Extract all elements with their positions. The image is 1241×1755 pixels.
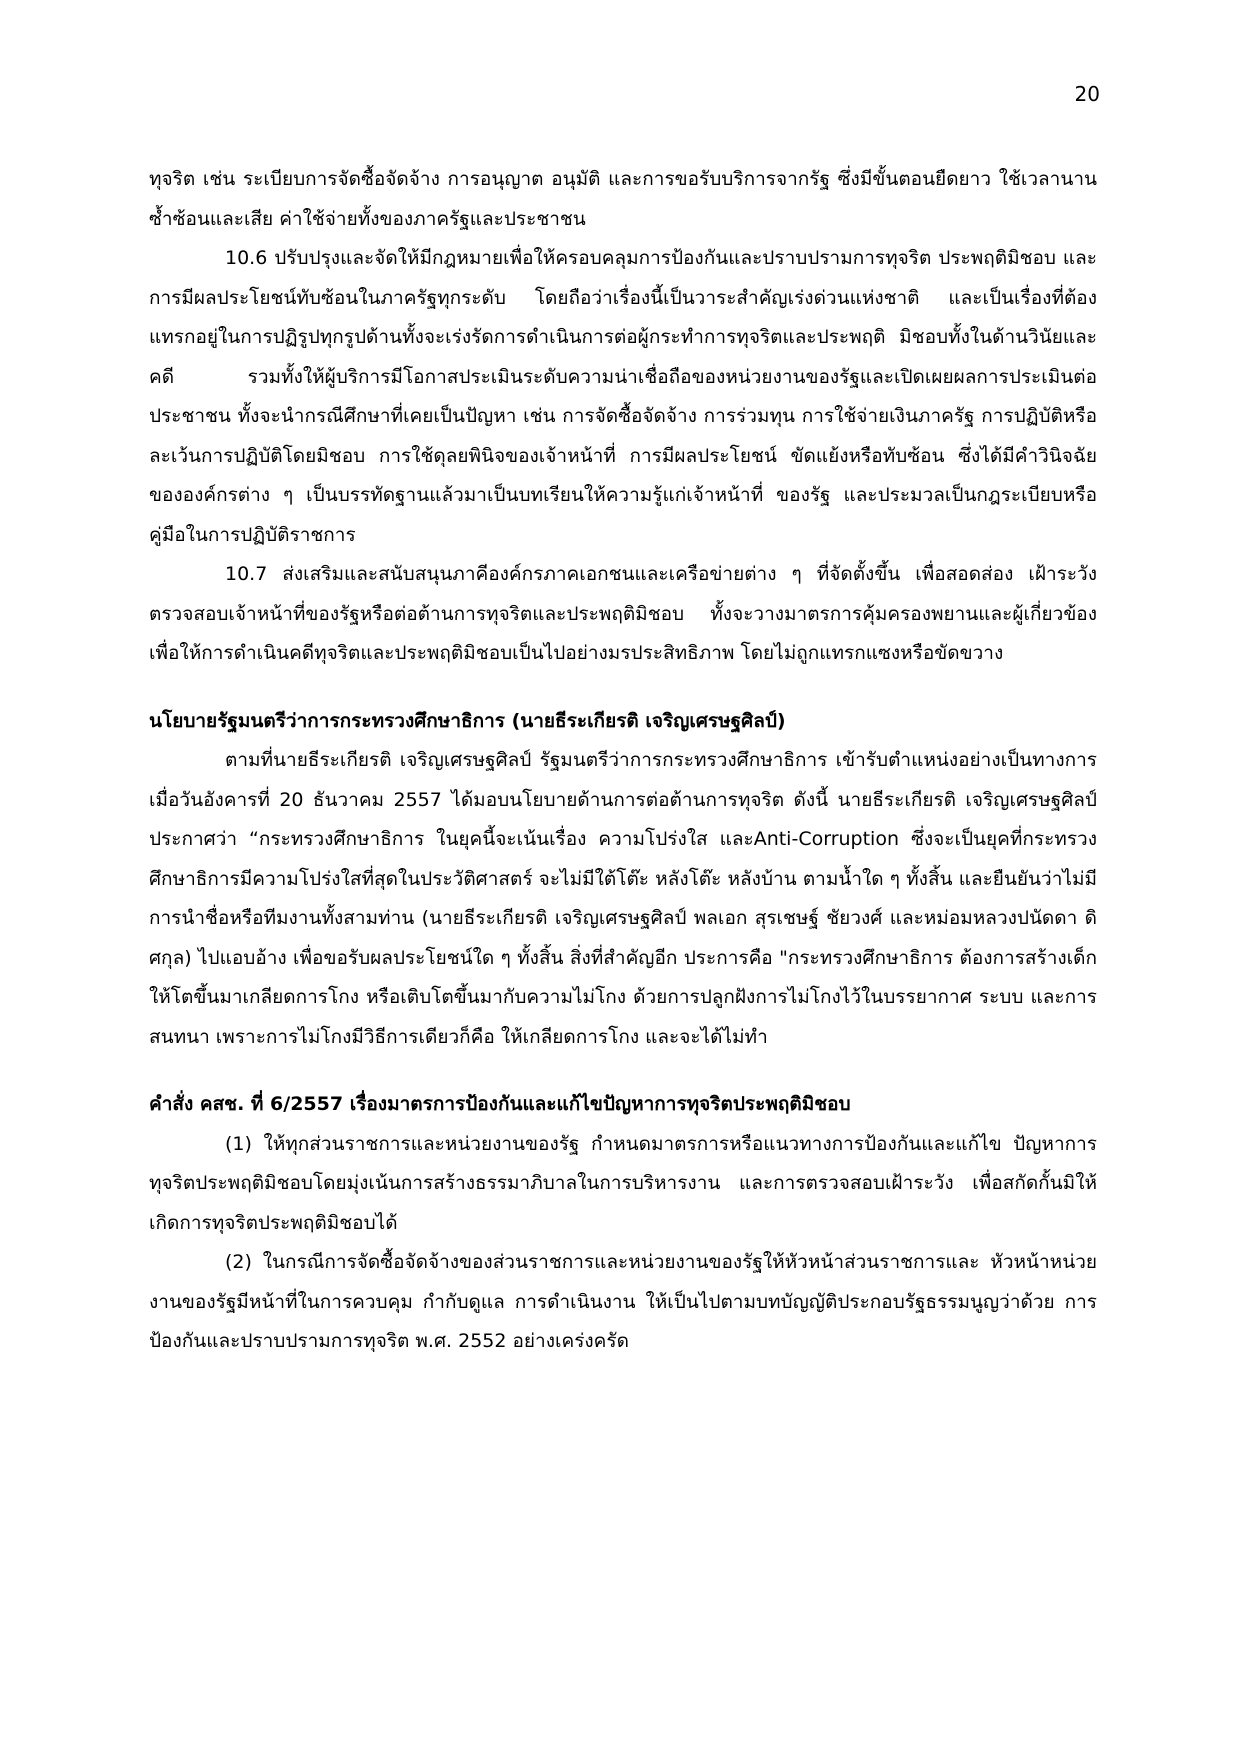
page-number: 20: [1074, 82, 1100, 106]
document-body: [149, 160, 1097, 1362]
paragraph-continuation: ทุจริต เช่น ระเบียบการจัดซื้อจัดจ้าง การอนุญาต อนุมัติ และการขอรับบริการจากรัฐ ซึ่งมีขั้นตอนยืดยาว ใช้เวลานาน ซ้ำซ้อนและเสีย ค่าใช้จ่ายทั้งของภาครัฐและประชาชน: [149, 168, 1097, 230]
paragraph-order-item-1: (1) ให้ทุกส่วนราชการและหน่วยงานของรัฐ กำหนดมาตรการหรือแนวทางการป้องกันและแก้ไข ปัญหาการทุจริตประพฤติมิชอบโดยมุ่งเน้นการสร้างธรรมาภิบาลในการบริหารงาน และการตรวจสอบเฝ้าระวัง เพื่อสกัดกั้นมิให้เกิดการทุจริตประพฤติมิชอบได้: [149, 1132, 1097, 1234]
paragraph-10-6: 10.6 ปรับปรุงและจัดให้มีกฎหมายเพื่อให้ครอบคลุมการป้องกันและปราบปรามการทุจริต ประพฤติมิชอบ และการมีผลประโยชน์ทับซ้อนในภาครัฐทุกระดับ โดยถือว่าเรื่องนี้เป็นวาระสำคัญเร่งด่วนแห่งชาติ และเป็นเรื่องที่ต้องแทรกอยู่ในการปฏิรูปทุกรูปด้านทั้งจะเร่งรัดการดำเนินการต่อผู้กระทำการทุจริตและประพฤติ มิชอบทั้งในด้านวินัยและคดี รวมทั้งให้ผู้บริการมีโอกาสประเมินระดับความน่าเชื่อถือของหน่วยงานของรัฐและเปิดเผยผลการประเมินต่อ ประชาชน ทั้งจะนำกรณีศึกษาที่เคยเป็นปัญหา เช่น การจัดซื้อจัดจ้าง การร่วมทุน การใช้จ่ายเงินภาครัฐ การปฏิบัติหรือละเว้นการปฏิบัติโดยมิชอบ การใช้ดุลยพินิจของเจ้าหน้าที่ การมีผลประโยชน์ ขัดแย้งหรือทับซ้อน ซึ่งได้มีคำวินิจฉัย ขององค์กรต่าง ๆ เป็นบรรทัดฐานแล้วมาเป็นบทเรียนให้ความรู้แก่เจ้าหน้าที่ ของรัฐ และประมวลเป็นกฎระเบียบหรือ คู่มือในการปฏิบัติราชการ: [149, 247, 1097, 546]
paragraph-10-7: 10.7 ส่งเสริมและสนับสนุนภาคีองค์กรภาคเอกชนและเครือข่ายต่าง ๆ ที่จัดตั้งขึ้น เพื่อสอดส่อง เฝ้าระวัง ตรวจสอบเจ้าหน้าที่ของรัฐหรือต่อต้านการทุจริตและประพฤติมิชอบ ทั้งจะวางมาตรการคุ้มครองพยานและผู้เกี่ยวข้อง เพื่อให้การดำเนินคดีทุจริตและประพฤติมิชอบเป็นไปอย่างมรประสิทธิภาพ โดยไม่ถูกแทรกแซงหรือขัดขวาง: [149, 563, 1097, 664]
heading-ncpo-order: คำสั่ง คสช. ที่ 6/2557 เรื่องมาตรการป้องกันและแก้ไขปัญหาการทุจริตประพฤติมิชอบ: [149, 1093, 851, 1115]
paragraph-minister-policy: ตามที่นายธีระเกียรติ เจริญเศรษฐศิลป์ รัฐมนตรีว่าการกระทรวงศึกษาธิการ เข้ารับตำแหน่งอย่างเป็นทางการ เมื่อวันอังคารที่ 20 ธันวาคม 2557 ได้มอบนโยบายด้านการต่อต้านการทุจริต ดังนี้ นายธีระเกียรติ เจริญเศรษฐศิลป์ ประกาศว่า “กระทรวงศึกษาธิการ ในยุคนี้จะเน้นเรื่อง ความโปร่งใส และAnti-Corruption ซึ่งจะเป็นยุคที่กระทรวงศึกษาธิการมีความโปร่งใสที่สุดในประวัติศาสตร์ จะไม่มีใต้โต๊ะ หลังโต๊ะ หลังบ้าน ตามน้ำใด ๆ ทั้งสิ้น และยืนยันว่าไม่มีการนำชื่อหรือทีมงานทั้งสามท่าน (นายธีระเกียรติ เจริญเศรษฐศิลป์ พลเอก สุรเชษฐ์ ชัยวงศ์ และหม่อมหลวงปนัดดา ดิศกุล) ไปแอบอ้าง เพื่อขอรับผลประโยชน์ใด ๆ ทั้งสิ้น สิ่งที่สำคัญอีก ประการคือ "กระทรวงศึกษาธิการ ต้องการสร้างเด็ก ให้โตขึ้นมาเกลียดการโกง หรือเติบโตขึ้นมากับความไม่โกง ด้วยการปลูกฝังการไม่โกงไว้ในบรรยากาศ ระบบ และการสนทนา เพราะการไม่โกงมีวิธีการเดียวก็คือ ให้เกลียดการโกง และจะได้ไม่ทำ: [149, 749, 1097, 1048]
paragraph-order-item-2: (2) ในกรณีการจัดซื้อจัดจ้างของส่วนราชการและหน่วยงานของรัฐให้หัวหน้าส่วนราชการและ หัวหน้าหน่วยงานของรัฐมีหน้าที่ในการควบคุม กำกับดูแล การดำเนินงาน ให้เป็นไปตามบทบัญญัติประกอบรัฐธรรมนูญว่าด้วย การป้องกันและปราบปรามการทุจริต พ.ศ. 2552 อย่างเคร่งครัด: [149, 1251, 1097, 1352]
heading-minister-policy: นโยบายรัฐมนตรีว่าการกระทรวงศึกษาธิการ (นายธีระเกียรติ เจริญเศรษฐศิลป์): [149, 709, 786, 732]
